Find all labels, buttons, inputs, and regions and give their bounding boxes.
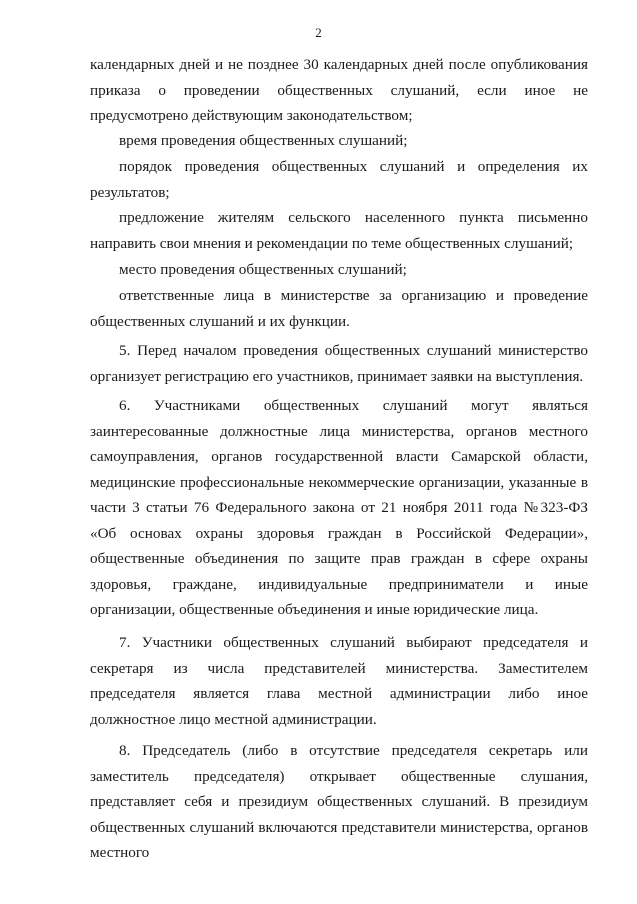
paragraph-hearing-procedure: порядок проведения общественных слушаний и определения их результатов; [90, 158, 588, 201]
paragraph-item-7: 7. Участники общественных слушаний выбирают председателя и секретаря из числа представителей министерства. Заместителем председателя является глава местной администрации либо иное должностное лицо местной администрации. [90, 634, 588, 728]
page-number: 2 [315, 25, 322, 40]
paragraph-continuation: календарных дней и не позднее 30 календарных дней после опубликования приказа о проведении общественных слушаний, если иное не предусмотрено действующим законодательством; [90, 56, 588, 124]
paragraph-hearing-place: место проведения общественных слушаний; [119, 261, 407, 278]
paragraph-item-6: 6. Участниками общественных слушаний могут являться заинтересованные должностные лица министерства, органов местного самоуправления, органов государственной власти Самарской области, медицинские профессиональные некоммерческие организации, указанные в части 3 статьи 76 Федерального закона от 21 ноября 2011 года №323-ФЗ «Об основах охраны здоровья граждан в Российской Федерации», общественные объединения по защите прав граждан в сфере охраны здоровья, граждане, индивидуальные предприниматели и иные организации, общественные объединения и иные юридические лица. [90, 397, 588, 618]
paragraph-residents-proposal: предложение жителям сельского населенного пункта письменно направить свои мнения и рекомендации по теме общественных слушаний; [90, 209, 588, 252]
paragraph-hearing-time: время проведения общественных слушаний; [119, 132, 408, 149]
paragraph-responsible-persons: ответственные лица в министерстве за организацию и проведение общественных слушаний и их функции. [90, 287, 588, 330]
paragraph-item-5: 5. Перед началом проведения общественных слушаний министерство организует регистрацию его участников, принимает заявки на выступления. [90, 342, 588, 385]
paragraph-item-8: 8. Председатель (либо в отсутствие председателя секретарь или заместитель председателя) открывает общественные слушания, представляет себя и президиум общественных слушаний. В президиум общественных слушаний включаются представители министерства, органов местного [90, 742, 588, 861]
